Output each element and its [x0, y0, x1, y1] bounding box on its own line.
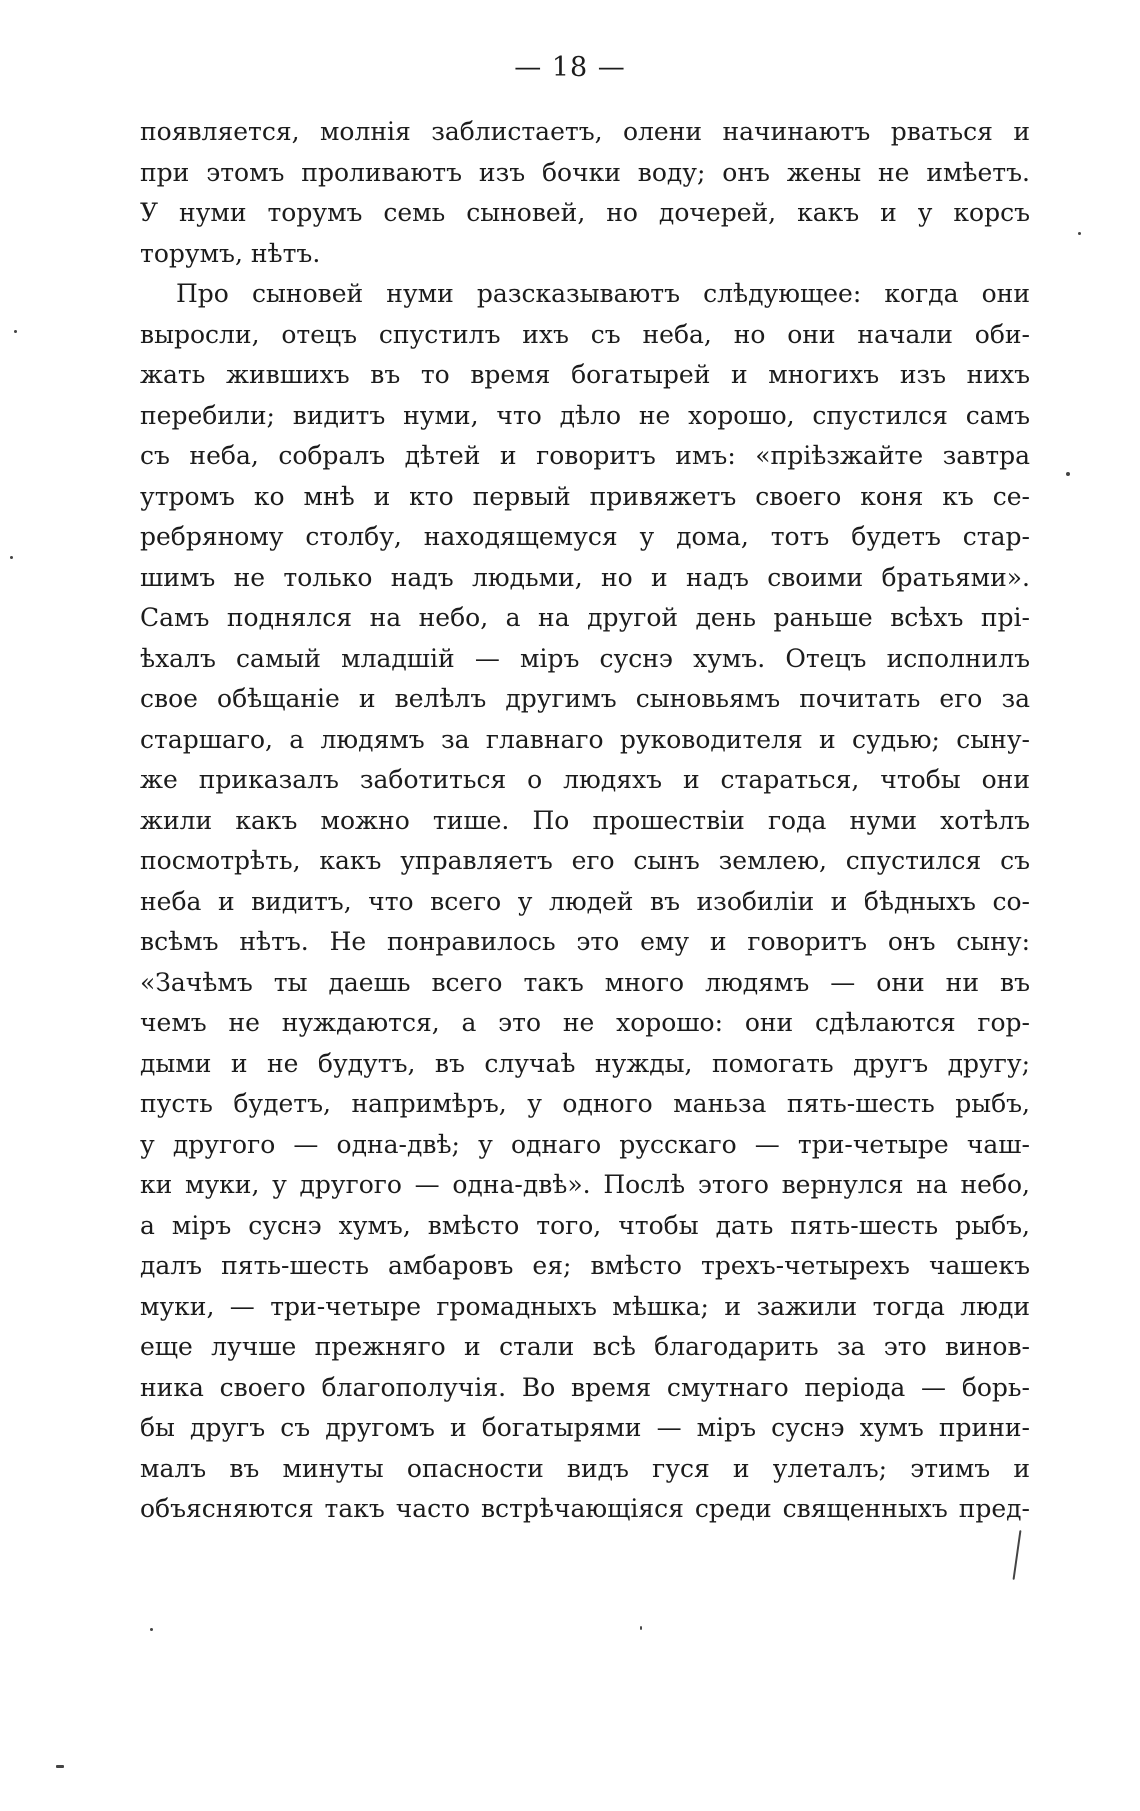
scan-speck: [1078, 232, 1081, 235]
text-line: утромъ ко мнѣ и кто первый привяжетъ своего коня къ се-: [140, 481, 1030, 511]
text-line: Самъ поднялся на небо, а на другой день раньше всѣхъ прі-: [140, 603, 1030, 632]
text-line: муки, — три-четыре громадныхъ мѣшка; и зажили тогда люди: [140, 1291, 1030, 1321]
text-line: съ неба, собралъ дѣтей и говоритъ имъ: «пріѣзжайте завтра: [140, 441, 1030, 470]
text-line: посмотрѣть, какъ управляетъ его сынъ землею, спустился съ: [140, 846, 1030, 875]
text-line: бы другъ съ другомъ и богатырями — міръ суснэ хумъ прини-: [140, 1413, 1030, 1442]
text-line: У нуми торумъ семь сыновей, но дочерей, какъ и у корсъ: [140, 198, 1030, 227]
text-line: выросли, отецъ спустилъ ихъ съ неба, но они начали оби-: [140, 319, 1030, 349]
text-line: объясняются такъ часто встрѣчающіяся среди священныхъ пред-: [140, 1494, 1030, 1523]
text-line: при этомъ проливаютъ изъ бочки воду; онъ жены не имѣетъ.: [140, 157, 1030, 187]
text-line: малъ въ минуты опасности видъ гуся и улеталъ; этимъ и: [140, 1453, 1030, 1483]
text-line: ребряному столбу, находящемуся у дома, тотъ будетъ стар-: [140, 522, 1030, 551]
body-text: [140, 112, 1030, 1530]
text-line: у другого — одна-двѣ; у однаго русскаго — три-четыре чаш-: [140, 1129, 1030, 1159]
text-line: ки муки, у другого — одна-двѣ». Послѣ этого вернулся на небо,: [140, 1170, 1030, 1199]
text-line: ника своего благополучія. Во время смутнаго періода — борь-: [140, 1372, 1030, 1402]
text-line: всѣмъ нѣтъ. Не понравилось это ему и говоритъ онъ сыну:: [140, 927, 1030, 956]
text-line: «Зачѣмъ ты даешь всего такъ много людямъ — они ни въ: [140, 967, 1030, 997]
page-number: — 18 —: [514, 52, 626, 83]
text-line: перебили; видитъ нуми, что дѣло не хорошо, спустился самъ: [140, 400, 1030, 430]
scan-speck: [56, 1765, 64, 1768]
text-line: пусть будетъ, напримѣръ, у одного маньза пять-шесть рыбъ,: [140, 1089, 1030, 1118]
text-line: жили какъ можно тише. По прошествіи года нуми хотѣлъ: [140, 805, 1030, 835]
text-line: шимъ не только надъ людьми, но и надъ своими братьями».: [140, 562, 1030, 592]
text-line: еще лучше прежняго и стали всѣ благодарить за это винов-: [140, 1332, 1030, 1361]
text-line: Про сыновей нуми разсказываютъ слѣдующее: когда они: [176, 279, 1030, 308]
text-line: ѣхалъ самый младшій — міръ суснэ хумъ. Отецъ исполнилъ: [140, 643, 1030, 673]
scan-speck: [150, 1628, 153, 1631]
text-line: чемъ не нуждаются, а это не хорошо: они сдѣлаются гор-: [140, 1008, 1030, 1037]
text-line: свое обѣщаніе и велѣлъ другимъ сыновьямъ почитать его за: [140, 684, 1030, 713]
scan-speck: [640, 1626, 642, 1630]
text-line: торумъ, нѣтъ.: [140, 238, 321, 268]
scan-speck: [1013, 1530, 1022, 1580]
text-line: старшаго, а людямъ за главнаго руководителя и судью; сыну-: [140, 724, 1030, 754]
scan-speck: [14, 330, 17, 333]
text-line: дыми и не будутъ, въ случаѣ нужды, помогать другъ другу;: [140, 1048, 1030, 1078]
text-line: появляется, молнія заблистаетъ, олени начинаютъ рваться и: [140, 117, 1030, 146]
text-line: а міръ суснэ хумъ, вмѣсто того, чтобы дать пять-шесть рыбъ,: [140, 1210, 1030, 1240]
scan-speck: [10, 556, 13, 559]
text-line: далъ пять-шесть амбаровъ ея; вмѣсто трехъ-четырехъ чашекъ: [140, 1251, 1030, 1280]
text-line: неба и видитъ, что всего у людей въ изобиліи и бѣдныхъ со-: [140, 886, 1030, 916]
text-line: же приказалъ заботиться о людяхъ и стараться, чтобы они: [140, 765, 1030, 794]
scan-speck: [1066, 472, 1070, 476]
text-line: жать жившихъ въ то время богатырей и многихъ изъ нихъ: [140, 360, 1030, 389]
